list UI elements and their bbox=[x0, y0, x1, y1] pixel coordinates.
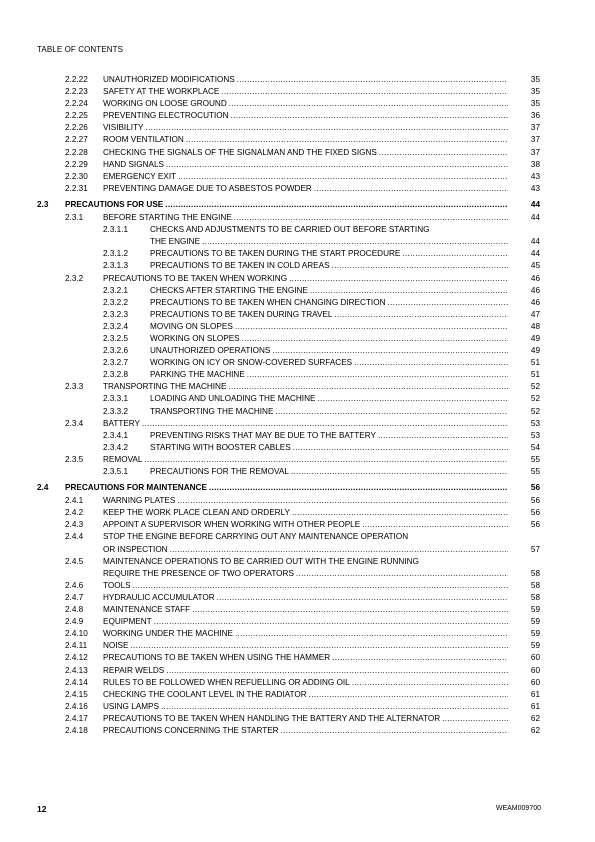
toc-entry-title: HYDRAULIC ACCUMULATOR ..... bbox=[103, 592, 508, 604]
toc-entry-page: 51 bbox=[530, 370, 540, 380]
toc-entry-title: USING LAMPS ..... bbox=[103, 701, 508, 713]
toc-entry-number: 2.4.9 bbox=[65, 617, 84, 627]
toc-entry-page: 44 bbox=[530, 237, 540, 247]
toc-entry-page: 44 bbox=[530, 213, 540, 223]
toc-entry-title-continued: THE ENGINE ..... bbox=[150, 236, 508, 248]
toc-entry-number: 2.3.4 bbox=[65, 418, 84, 428]
toc-entry-number: 2.2.28 bbox=[65, 147, 88, 157]
toc-entry-number: 2.4.13 bbox=[65, 665, 88, 675]
toc-entry-page: 56 bbox=[530, 520, 540, 530]
toc-entry-number: 2.2.27 bbox=[65, 135, 88, 145]
toc-entry-page: 48 bbox=[530, 321, 540, 331]
toc-entry bbox=[0, 640, 595, 652]
toc-entry-page: 59 bbox=[530, 605, 540, 615]
toc-entry-number: 2.2.31 bbox=[65, 183, 88, 193]
toc-entry-title: CHECKS AFTER STARTING THE ENGINE ..... bbox=[150, 285, 508, 297]
toc-entry bbox=[0, 369, 595, 381]
toc-entry-title: PREVENTING DAMAGE DUE TO ASBESTOS POWDER ..... bbox=[103, 183, 508, 195]
toc-entry-number: 2.3.2.4 bbox=[103, 321, 129, 331]
toc-entry bbox=[0, 321, 595, 333]
toc-entry-page: 35 bbox=[530, 87, 540, 97]
toc-entry-number: 2.3.3.2 bbox=[103, 406, 129, 416]
table-of-contents bbox=[0, 74, 595, 737]
toc-entry-page: 59 bbox=[530, 641, 540, 651]
toc-entry-title: UNAUTHORIZED MODIFICATIONS ..... bbox=[103, 74, 508, 86]
toc-entry-number: 2.3.1.2 bbox=[103, 249, 129, 259]
toc-entry-page: 38 bbox=[530, 159, 540, 169]
toc-entry-page: 46 bbox=[530, 297, 540, 307]
toc-entry-page: 47 bbox=[530, 309, 540, 319]
toc-entry bbox=[0, 531, 595, 543]
toc-entry-page: 62 bbox=[530, 713, 540, 723]
toc-entry bbox=[0, 689, 595, 701]
toc-entry-page: 53 bbox=[530, 418, 540, 428]
toc-entry-number: 2.3.1.3 bbox=[103, 261, 129, 271]
toc-entry bbox=[0, 628, 595, 640]
toc-entry-page: 56 bbox=[530, 483, 540, 493]
toc-entry-title: LOADING AND UNLOADING THE MACHINE ..... bbox=[150, 393, 508, 405]
toc-entry bbox=[0, 616, 595, 628]
toc-entry-number: 2.3.2.6 bbox=[103, 346, 129, 356]
toc-entry-title: CHECKING THE SIGNALS OF THE SIGNALMAN AND THE FIXED SIGNS ..... bbox=[103, 147, 508, 159]
toc-entry-page: 44 bbox=[530, 199, 540, 209]
toc-entry-title: EQUIPMENT ..... bbox=[103, 616, 508, 628]
toc-entry-number: 2.4.8 bbox=[65, 605, 84, 615]
toc-entry-page: 46 bbox=[530, 285, 540, 295]
toc-entry bbox=[0, 393, 595, 405]
toc-entry bbox=[0, 309, 595, 321]
toc-entry-page: 37 bbox=[530, 135, 540, 145]
toc-entry-page: 60 bbox=[530, 665, 540, 675]
page-number: 12 bbox=[37, 804, 47, 814]
toc-entry-title: PRECAUTIONS FOR THE REMOVAL ..... bbox=[150, 466, 508, 478]
toc-entry-title: TOOLS ..... bbox=[103, 580, 508, 592]
toc-entry-title-continued: REQUIRE THE PRESENCE OF TWO OPERATORS ..... bbox=[103, 568, 508, 580]
toc-entry bbox=[0, 652, 595, 664]
toc-entry-title: STOP THE ENGINE BEFORE CARRYING OUT ANY MAINTENANCE OPERATION bbox=[103, 532, 409, 542]
toc-entry-number: 2.4.16 bbox=[65, 701, 88, 711]
toc-entry-title: MAINTENANCE OPERATIONS TO BE CARRIED OUT WITH THE ENGINE RUNNING bbox=[103, 556, 419, 566]
toc-entry-title: CHECKS AND ADJUSTMENTS TO BE CARRIED OUT BEFORE STARTING bbox=[150, 225, 430, 235]
toc-entry bbox=[0, 442, 595, 454]
toc-entry-page: 62 bbox=[530, 725, 540, 735]
toc-entry-page: 52 bbox=[530, 406, 540, 416]
toc-entry-page: 45 bbox=[530, 261, 540, 271]
toc-entry-number: 2.4.17 bbox=[65, 713, 88, 723]
toc-entry-title: TRANSPORTING THE MACHINE ..... bbox=[103, 381, 508, 393]
toc-entry-title: RULES TO BE FOLLOWED WHEN REFUELLING OR ADDING OIL ..... bbox=[103, 677, 508, 689]
toc-entry-number: 2.3.4.2 bbox=[103, 442, 129, 452]
toc-entry bbox=[0, 285, 595, 297]
toc-entry-title: WORKING ON LOOSE GROUND ..... bbox=[103, 98, 508, 110]
toc-entry bbox=[0, 248, 595, 260]
toc-entry-number: 2.4.14 bbox=[65, 677, 88, 687]
document-code: WEAM009700 bbox=[495, 805, 541, 812]
toc-entry-number: 2.4.3 bbox=[65, 520, 84, 530]
toc-entry-title: SAFETY AT THE WORKPLACE ..... bbox=[103, 86, 508, 98]
toc-entry bbox=[0, 701, 595, 713]
toc-entry-title: HAND SIGNALS ..... bbox=[103, 159, 508, 171]
toc-entry-number: 2.3.2.8 bbox=[103, 370, 129, 380]
toc-entry-number: 2.2.23 bbox=[65, 87, 88, 97]
toc-entry bbox=[0, 580, 595, 592]
toc-entry bbox=[0, 345, 595, 357]
toc-entry bbox=[0, 454, 595, 466]
toc-entry-number: 2.4.6 bbox=[65, 580, 84, 590]
toc-entry bbox=[0, 507, 595, 519]
toc-entry-title: BATTERY ..... bbox=[103, 418, 508, 430]
toc-entry-number: 2.4.7 bbox=[65, 592, 84, 602]
toc-entry bbox=[0, 604, 595, 616]
toc-entry-page: 37 bbox=[530, 123, 540, 133]
toc-entry-page: 46 bbox=[530, 273, 540, 283]
toc-entry-number: 2.4.10 bbox=[65, 629, 88, 639]
toc-entry-page: 58 bbox=[530, 592, 540, 602]
toc-entry-page: 59 bbox=[530, 617, 540, 627]
toc-entry-title: BEFORE STARTING THE ENGINE ..... bbox=[103, 212, 508, 224]
toc-entry-title: PRECAUTIONS TO BE TAKEN DURING TRAVEL ..... bbox=[150, 309, 508, 321]
toc-entry-page: 59 bbox=[530, 629, 540, 639]
toc-entry bbox=[0, 713, 595, 725]
toc-entry-page: 49 bbox=[530, 333, 540, 343]
toc-section-entry bbox=[0, 199, 595, 211]
toc-entry-number: 2.3.2.5 bbox=[103, 333, 129, 343]
toc-entry-title: PARKING THE MACHINE ..... bbox=[150, 369, 508, 381]
toc-entry-number: 2.3.1 bbox=[65, 213, 84, 223]
toc-entry bbox=[0, 159, 595, 171]
toc-entry-title: WORKING ON ICY OR SNOW-COVERED SURFACES ..... bbox=[150, 357, 508, 369]
toc-entry bbox=[0, 98, 595, 110]
toc-entry-number: 2.3.2.2 bbox=[103, 297, 129, 307]
toc-entry-number: 2.3.5 bbox=[65, 454, 84, 464]
toc-entry-number: 2.4.12 bbox=[65, 653, 88, 663]
toc-entry-title: ROOM VENTILATION ..... bbox=[103, 134, 508, 146]
toc-entry bbox=[0, 297, 595, 309]
toc-entry bbox=[0, 544, 595, 556]
toc-entry bbox=[0, 466, 595, 478]
toc-entry-number: 2.2.25 bbox=[65, 111, 88, 121]
toc-entry-page: 60 bbox=[530, 653, 540, 663]
toc-entry-page: 43 bbox=[530, 171, 540, 181]
toc-entry-number: 2.4.1 bbox=[65, 496, 84, 506]
toc-entry-title: PRECAUTIONS FOR MAINTENANCE ..... bbox=[65, 482, 508, 494]
toc-entry-page: 58 bbox=[530, 580, 540, 590]
toc-entry-number: 2.4 bbox=[37, 483, 49, 493]
toc-entry-page: 55 bbox=[530, 467, 540, 476]
toc-entry-title: CHECKING THE COOLANT LEVEL IN THE RADIATOR ..... bbox=[103, 689, 508, 701]
toc-entry-number: 2.3.3 bbox=[65, 382, 84, 392]
toc-entry-page: 35 bbox=[530, 75, 540, 84]
toc-entry bbox=[0, 134, 595, 146]
toc-entry-page: 44 bbox=[530, 249, 540, 259]
toc-entry-number: 2.4.15 bbox=[65, 689, 88, 699]
toc-entry-number: 2.2.26 bbox=[65, 123, 88, 133]
toc-entry-number: 2.2.30 bbox=[65, 171, 88, 181]
toc-entry-page: 36 bbox=[530, 111, 540, 121]
toc-entry-title: PREVENTING ELECTROCUTION ..... bbox=[103, 110, 508, 122]
toc-entry-title: TRANSPORTING THE MACHINE ..... bbox=[150, 406, 508, 418]
toc-entry bbox=[0, 406, 595, 418]
toc-entry bbox=[0, 147, 595, 159]
toc-entry-title: PRECAUTIONS TO BE TAKEN WHEN CHANGING DIRECTION ..... bbox=[150, 297, 508, 309]
toc-entry-title: APPOINT A SUPERVISOR WHEN WORKING WITH OTHER PEOPLE ..... bbox=[103, 519, 508, 531]
toc-entry-title: MAINTENANCE STAFF ..... bbox=[103, 604, 508, 616]
toc-entry bbox=[0, 110, 595, 122]
toc-entry bbox=[0, 519, 595, 531]
toc-entry-title: WORKING UNDER THE MACHINE ..... bbox=[103, 628, 508, 640]
toc-entry bbox=[0, 122, 595, 134]
toc-entry-title: EMERGENCY EXIT ..... bbox=[103, 171, 508, 183]
toc-entry-number: 2.4.5 bbox=[65, 556, 84, 566]
toc-entry bbox=[0, 677, 595, 689]
toc-entry bbox=[0, 592, 595, 604]
toc-entry-title: PRECAUTIONS CONCERNING THE STARTER ..... bbox=[103, 725, 508, 737]
toc-entry-title: KEEP THE WORK PLACE CLEAN AND ORDERLY ..... bbox=[103, 507, 508, 519]
toc-entry bbox=[0, 260, 595, 272]
toc-entry-number: 2.4.2 bbox=[65, 508, 84, 518]
toc-section-entry bbox=[0, 482, 595, 494]
toc-entry-title: REPAIR WELDS ..... bbox=[103, 665, 508, 677]
toc-entry-number: 2.2.22 bbox=[65, 75, 88, 84]
toc-entry-number: 2.3.4.1 bbox=[103, 430, 129, 440]
toc-entry-title: PRECAUTIONS TO BE TAKEN IN COLD AREAS ..... bbox=[150, 260, 508, 272]
toc-entry-title: PRECAUTIONS FOR USE ..... bbox=[65, 199, 508, 211]
toc-entry bbox=[0, 212, 595, 224]
toc-entry bbox=[0, 495, 595, 507]
toc-entry-page: 60 bbox=[530, 677, 540, 687]
toc-entry bbox=[0, 86, 595, 98]
toc-entry-title: PRECAUTIONS TO BE TAKEN WHEN USING THE HAMMER ..... bbox=[103, 652, 508, 664]
toc-entry-page: 61 bbox=[530, 701, 540, 711]
toc-entry-number: 2.3 bbox=[37, 199, 49, 209]
toc-entry-page: 61 bbox=[530, 689, 540, 699]
toc-entry bbox=[0, 381, 595, 393]
toc-entry-title: UNAUTHORIZED OPERATIONS ..... bbox=[150, 345, 508, 357]
toc-entry bbox=[0, 171, 595, 183]
toc-entry bbox=[0, 183, 595, 195]
toc-entry bbox=[0, 333, 595, 345]
toc-entry-title: PRECAUTIONS TO BE TAKEN DURING THE START PROCEDURE ..... bbox=[150, 248, 508, 260]
toc-entry-number: 2.4.18 bbox=[65, 725, 88, 735]
toc-entry-page: 49 bbox=[530, 346, 540, 356]
toc-entry-page: 52 bbox=[530, 394, 540, 404]
toc-entry-title: WORKING ON SLOPES ..... bbox=[150, 333, 508, 345]
toc-entry-page: 56 bbox=[530, 496, 540, 506]
toc-entry-number: 2.2.29 bbox=[65, 159, 88, 169]
toc-entry bbox=[0, 273, 595, 285]
toc-entry-title: MOVING ON SLOPES ..... bbox=[150, 321, 508, 333]
toc-entry bbox=[0, 418, 595, 430]
toc-entry-title: PRECAUTIONS TO BE TAKEN WHEN WORKING ..... bbox=[103, 273, 508, 285]
toc-entry-page: 54 bbox=[530, 442, 540, 452]
toc-entry-title: STARTING WITH BOOSTER CABLES ..... bbox=[150, 442, 508, 454]
toc-entry-number: 2.3.3.1 bbox=[103, 394, 129, 404]
toc-entry-page: 37 bbox=[530, 147, 540, 157]
toc-entry-page: 56 bbox=[530, 508, 540, 518]
toc-entry bbox=[0, 568, 595, 580]
toc-entry-page: 55 bbox=[530, 454, 540, 464]
toc-entry-title: PRECAUTIONS TO BE TAKEN WHEN HANDLING THE BATTERY AND THE ALTERNATOR ..... bbox=[103, 713, 508, 725]
toc-entry bbox=[0, 430, 595, 442]
toc-entry-title: VISIBILITY ..... bbox=[103, 122, 508, 134]
toc-entry-page: 57 bbox=[530, 544, 540, 554]
toc-entry-number: 2.3.2.3 bbox=[103, 309, 129, 319]
toc-entry-page: 43 bbox=[530, 183, 540, 193]
toc-entry-title: PREVENTING RISKS THAT MAY BE DUE TO THE BATTERY ..... bbox=[150, 430, 508, 442]
toc-entry-title-continued: OR INSPECTION ..... bbox=[103, 544, 508, 556]
toc-entry bbox=[0, 357, 595, 369]
toc-entry-number: 2.4.11 bbox=[65, 641, 88, 651]
toc-entry-title: REMOVAL ..... bbox=[103, 454, 508, 466]
toc-entry-number: 2.3.2.1 bbox=[103, 285, 129, 295]
toc-entry-page: 58 bbox=[530, 568, 540, 578]
toc-entry-title: WARNING PLATES ..... bbox=[103, 495, 508, 507]
toc-entry bbox=[0, 665, 595, 677]
toc-entry bbox=[0, 236, 595, 248]
page-header: TABLE OF CONTENTS bbox=[37, 45, 124, 54]
toc-entry-number: 2.4.4 bbox=[65, 532, 84, 542]
toc-entry-number: 2.3.5.1 bbox=[103, 467, 129, 476]
toc-entry bbox=[0, 725, 595, 737]
toc-entry-page: 53 bbox=[530, 430, 540, 440]
toc-entry-number: 2.3.2.7 bbox=[103, 358, 129, 368]
toc-entry-page: 35 bbox=[530, 99, 540, 109]
toc-entry bbox=[0, 74, 595, 86]
toc-entry-number: 2.3.2 bbox=[65, 273, 84, 283]
toc-entry-page: 52 bbox=[530, 382, 540, 392]
toc-entry bbox=[0, 224, 595, 236]
toc-entry-page: 51 bbox=[530, 358, 540, 368]
toc-entry-number: 2.3.1.1 bbox=[103, 225, 129, 235]
toc-entry-number: 2.2.24 bbox=[65, 99, 88, 109]
toc-entry bbox=[0, 556, 595, 568]
toc-entry-title: NOISE ..... bbox=[103, 640, 508, 652]
